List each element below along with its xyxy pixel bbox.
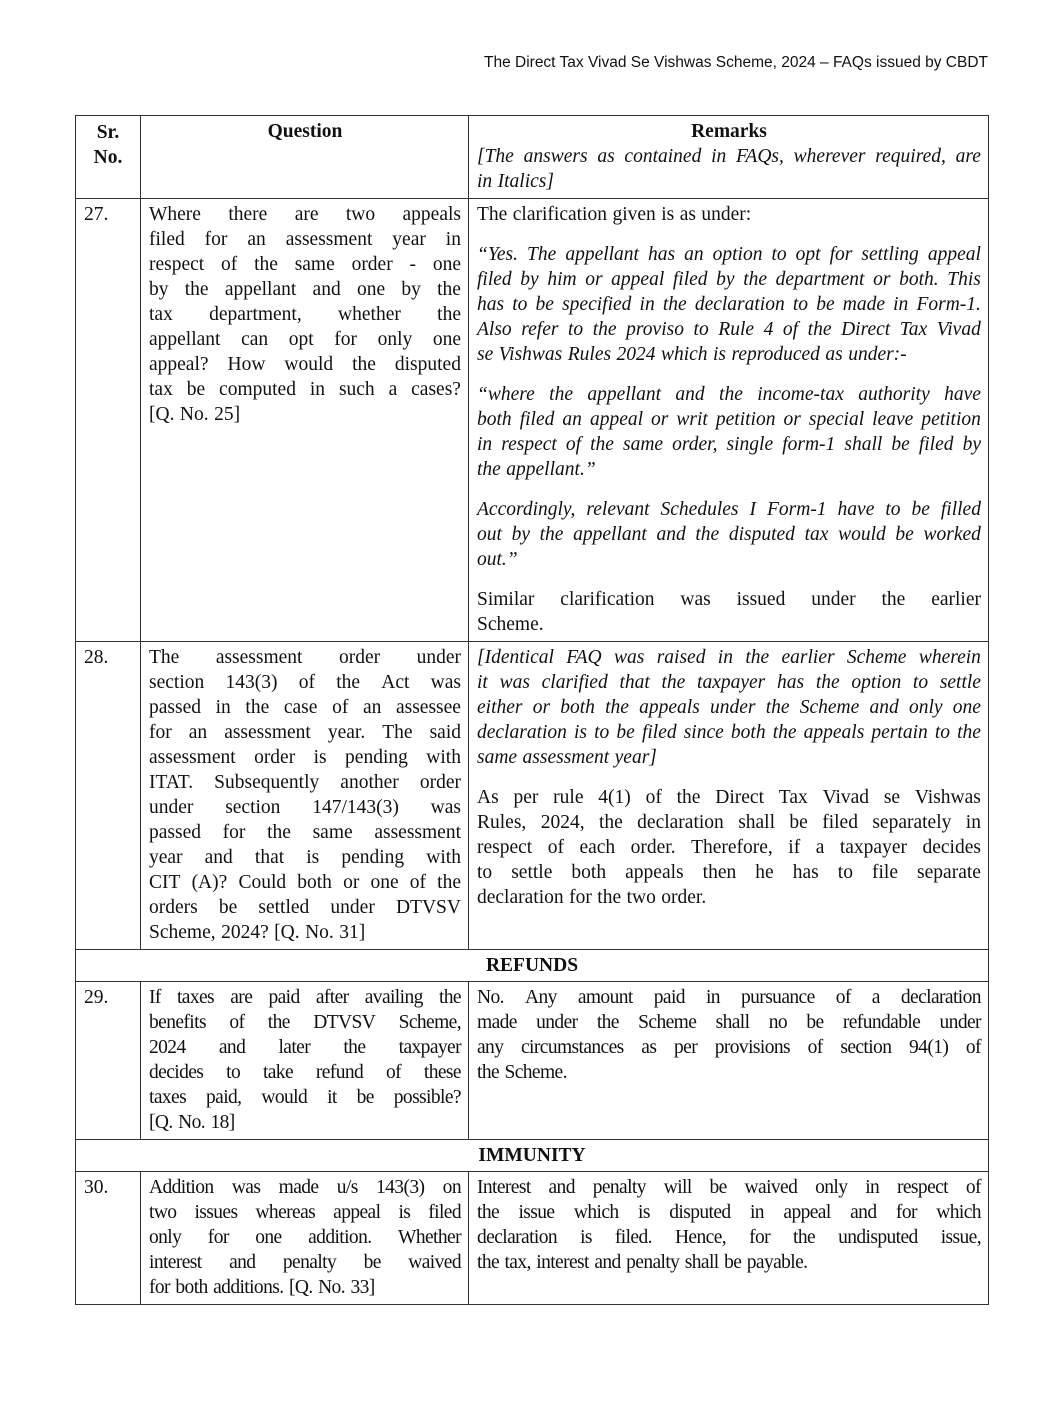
remarks-text bbox=[469, 642, 988, 914]
table-header-row bbox=[76, 116, 989, 199]
section-row-refunds bbox=[76, 950, 989, 982]
text-line: If taxes are paid after availing the bbox=[149, 987, 461, 1008]
text-line: benefits of the DTVSV Scheme, bbox=[149, 1012, 461, 1033]
faq-table bbox=[75, 115, 989, 1305]
text-line: passed for the same assessment bbox=[149, 822, 461, 843]
section-title-immunity: IMMUNITY bbox=[478, 1145, 586, 1166]
text-line: Addition was made u/s 143(3) on bbox=[149, 1177, 461, 1198]
text-line: out by the appellant and the disputed tax would be worked bbox=[477, 524, 981, 545]
text-line: Interest and penalty will be waived only in respect of bbox=[477, 1177, 981, 1198]
table-row bbox=[76, 199, 989, 642]
table-row bbox=[76, 982, 989, 1140]
remarks-note-line: in Italics] bbox=[477, 171, 554, 192]
text-line: only for one addition. Whether bbox=[149, 1227, 461, 1248]
text-line: 2024 and later the taxpayer bbox=[149, 1037, 461, 1058]
text-line: Also refer to the proviso to Rule 4 of the Direct Tax Vivad bbox=[477, 319, 981, 340]
table-row bbox=[76, 642, 989, 950]
text-line: orders be settled under DTVSV bbox=[149, 897, 461, 918]
remarks-paragraph bbox=[477, 382, 981, 482]
text-line: for both additions. [Q. No. 33] bbox=[149, 1277, 375, 1298]
text-line: both filed an appeal or writ petition or special leave petition bbox=[477, 409, 981, 430]
text-line: [Q. No. 25] bbox=[149, 404, 241, 425]
text-line: No. Any amount paid in pursuance of a declaration bbox=[477, 987, 981, 1008]
running-header: The Direct Tax Vivad Se Vishwas Scheme, 2024 – FAQs issued by CBDT bbox=[484, 54, 988, 71]
text-line: made under the Scheme shall no be refundable under bbox=[477, 1012, 981, 1033]
text-line: decides to take refund of these bbox=[149, 1062, 461, 1083]
text-line: either or both the appeals under the Scheme and only one bbox=[477, 697, 981, 718]
sr-number: 28. bbox=[84, 647, 109, 668]
text-line: section 143(3) of the Act was bbox=[149, 672, 461, 693]
remarks-text bbox=[469, 982, 988, 1089]
sr-number: 29. bbox=[84, 987, 109, 1008]
text-line: to settle both appeals then he has to file separate bbox=[477, 862, 981, 883]
text-line: taxes paid, would it be possible? bbox=[149, 1087, 461, 1108]
text-line: CIT (A)? Could both or one of the bbox=[149, 872, 461, 893]
text-line: filed by him or appeal filed by the department or both. This bbox=[477, 269, 981, 290]
text-line: Where there are two appeals bbox=[149, 204, 461, 225]
remarks-paragraph bbox=[477, 242, 981, 367]
text-line: “where the appellant and the income-tax authority have bbox=[477, 384, 981, 405]
remarks-paragraph bbox=[477, 497, 981, 572]
header-remarks-label: Remarks bbox=[691, 121, 767, 142]
question-text bbox=[141, 642, 468, 949]
text-line: appeal? How would the disputed bbox=[149, 354, 461, 375]
question-text bbox=[141, 199, 468, 431]
text-line: tax department, whether the bbox=[149, 304, 461, 325]
remarks-paragraph bbox=[477, 587, 981, 637]
text-line: declaration for the two order. bbox=[477, 887, 707, 908]
text-line: any circumstances as per provisions of section 94(1) of bbox=[477, 1037, 981, 1058]
text-line: filed for an assessment year in bbox=[149, 229, 461, 250]
text-line: Scheme, 2024? [Q. No. 31] bbox=[149, 922, 366, 943]
text-line: the appellant.” bbox=[477, 459, 596, 480]
text-line: declaration is filed. Hence, for the undisputed issue, bbox=[477, 1227, 981, 1248]
text-line: the issue which is disputed in appeal and for which bbox=[477, 1202, 981, 1223]
remarks-paragraph bbox=[477, 785, 981, 910]
text-line: for an assessment year. The said bbox=[149, 722, 461, 743]
text-line: The clarification given is as under: bbox=[477, 204, 752, 225]
text-line: respect of each order. Therefore, if a taxpayer decides bbox=[477, 837, 981, 858]
text-line: interest and penalty be waived bbox=[149, 1252, 461, 1273]
text-line: passed in the case of an assessee bbox=[149, 697, 461, 718]
text-line: two issues whereas appeal is filed bbox=[149, 1202, 461, 1223]
text-line: tax be computed in such a cases? bbox=[149, 379, 461, 400]
text-line: declaration is to be filed since both the appeals pertain to the bbox=[477, 722, 981, 743]
header-remarks bbox=[469, 116, 989, 199]
text-line: it was clarified that the taxpayer has the option to settle bbox=[477, 672, 981, 693]
section-title-refunds: REFUNDS bbox=[485, 955, 579, 976]
header-no-label: No. bbox=[93, 147, 123, 168]
text-line: in respect of the same order, single form-1 shall be filed by bbox=[477, 434, 981, 455]
question-text bbox=[141, 982, 468, 1139]
text-line: Similar clarification was issued under the earlier bbox=[477, 589, 981, 610]
text-line: Scheme. bbox=[477, 614, 544, 635]
text-line: Rules, 2024, the declaration shall be filed separately in bbox=[477, 812, 981, 833]
text-line: As per rule 4(1) of the Direct Tax Vivad se Vishwas bbox=[477, 787, 981, 808]
sr-number: 30. bbox=[84, 1177, 109, 1198]
text-line: se Vishwas Rules 2024 which is reproduced as under:- bbox=[477, 344, 907, 365]
text-line: has to be specified in the declaration to be made in Form-1. bbox=[477, 294, 981, 315]
text-line: The assessment order under bbox=[149, 647, 461, 668]
header-question bbox=[141, 116, 469, 199]
remarks-paragraph bbox=[477, 645, 981, 770]
text-line: the tax, interest and penalty shall be payable. bbox=[477, 1252, 808, 1273]
section-row-immunity bbox=[76, 1140, 989, 1172]
text-line: same assessment year] bbox=[477, 747, 657, 768]
text-line: assessment order is pending with bbox=[149, 747, 461, 768]
remarks-paragraph bbox=[477, 202, 981, 227]
text-line: [Q. No. 18] bbox=[149, 1112, 235, 1133]
remarks-text bbox=[469, 1172, 988, 1279]
text-line: “Yes. The appellant has an option to opt for settling appeal bbox=[477, 244, 981, 265]
text-line: by the appellant and one by the bbox=[149, 279, 461, 300]
text-line: year and that is pending with bbox=[149, 847, 461, 868]
text-line: ITAT. Subsequently another order bbox=[149, 772, 461, 793]
text-line: out.” bbox=[477, 549, 518, 570]
table-row bbox=[76, 1172, 989, 1305]
header-remarks-note bbox=[477, 144, 981, 194]
text-line: appellant can opt for only one bbox=[149, 329, 461, 350]
remarks-text bbox=[469, 199, 988, 641]
header-sr-label: Sr. bbox=[96, 122, 120, 143]
remarks-note-line: [The answers as contained in FAQs, wherever required, are bbox=[477, 146, 981, 167]
sr-number: 27. bbox=[84, 204, 109, 225]
text-line: Accordingly, relevant Schedules I Form-1 have to be filled bbox=[477, 499, 981, 520]
text-line: the Scheme. bbox=[477, 1062, 567, 1083]
header-sr-no bbox=[76, 116, 141, 199]
text-line: [Identical FAQ was raised in the earlier Scheme wherein bbox=[477, 647, 981, 668]
text-line: under section 147/143(3) was bbox=[149, 797, 461, 818]
text-line: respect of the same order - one bbox=[149, 254, 461, 275]
question-text bbox=[141, 1172, 468, 1304]
header-question-label: Question bbox=[267, 121, 343, 142]
